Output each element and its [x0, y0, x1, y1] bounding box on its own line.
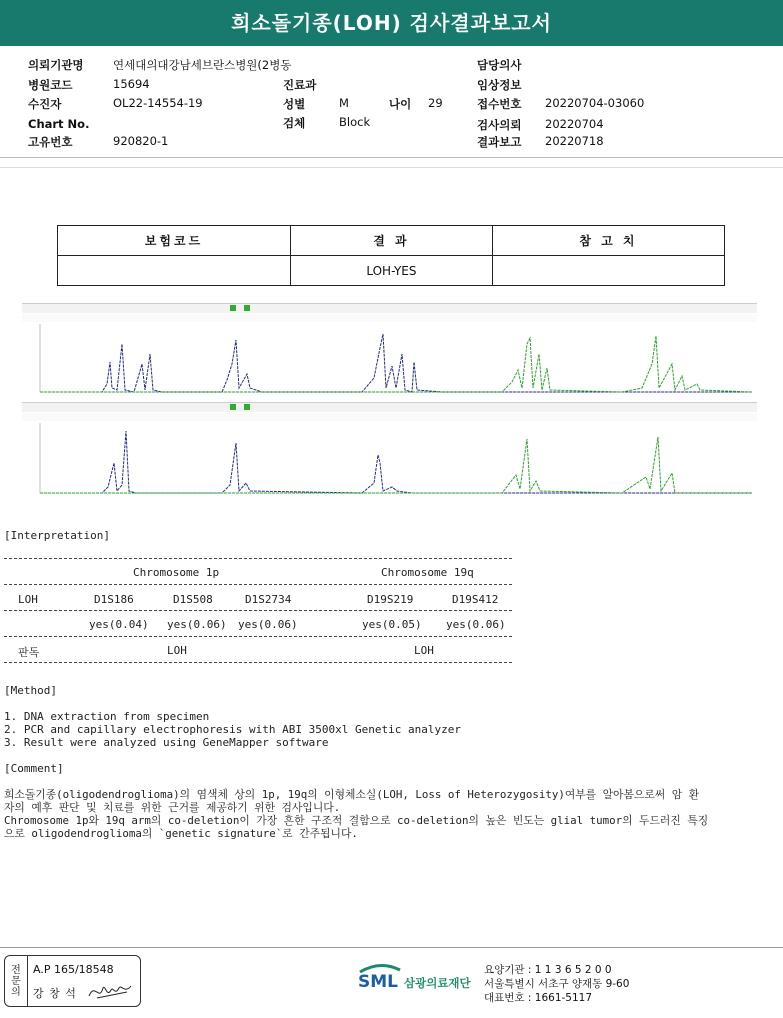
license-number: A.P 165/18548 — [33, 963, 114, 976]
clinical-label: 임상정보 — [477, 78, 522, 92]
specimen-label: 검체 — [283, 116, 306, 130]
judgement-19q: LOH — [414, 644, 434, 657]
table-header-row — [58, 226, 725, 256]
stamp-char-3: 의 — [11, 986, 21, 998]
value-d19s219: yes(0.05) — [362, 618, 422, 631]
chr19q-header: Chromosome 19q — [381, 566, 474, 579]
unique-no-label: 고유번호 — [28, 135, 73, 149]
receipt-label: 접수번호 — [477, 97, 522, 111]
stamp-char-2: 문 — [11, 975, 21, 987]
value-d1s508: yes(0.06) — [167, 618, 227, 631]
marker-d1s186: D1S186 — [94, 593, 134, 606]
interpretation-heading: [Interpretation] — [4, 529, 110, 542]
comment-heading: [Comment] — [4, 762, 64, 775]
footer-divider — [0, 947, 783, 948]
institution-label: 의뢰기관명 — [28, 58, 84, 72]
institution-value: 연세대의대강남세브란스병원(2병동 — [113, 58, 292, 72]
unique-no-value: 920820-1 — [113, 134, 169, 148]
table-row — [58, 256, 725, 286]
method-item-3: 3. Result were analyzed using GeneMapper software — [4, 736, 329, 749]
interp-rule-1 — [4, 558, 512, 559]
reference-header: 참 고 치 — [492, 226, 724, 256]
electropherogram-trace-2 — [22, 403, 757, 497]
interp-rule-2 — [4, 584, 512, 585]
care-code: 요양기관 : 1 1 3 6 5 2 0 0 — [484, 964, 612, 976]
header-divider — [0, 157, 783, 158]
interp-rule-5 — [4, 662, 512, 663]
electropherogram-panel-1 — [22, 303, 757, 398]
hospital-code-value: 15694 — [113, 77, 150, 91]
receipt-value: 20220704-03060 — [545, 96, 645, 110]
address: 서울특별시 서초구 양재동 9-60 — [484, 978, 630, 990]
hospital-code-label: 병원코드 — [28, 78, 73, 92]
request-value: 20220704 — [545, 117, 604, 131]
phone: 대표번호 : 1661-5117 — [484, 992, 593, 1004]
sml-logo-text: SML — [358, 972, 398, 992]
chr1p-header: Chromosome 1p — [133, 566, 220, 579]
age-value: 29 — [428, 96, 443, 110]
marker-d1s2734: D1S2734 — [245, 593, 292, 606]
comment-line-3: Chromosome 1p와 19q arm의 co-deletion이 가장 흔한 구조적 결함으로 co-deletion의 높은 빈도는 glial tumor의 두드러진 특징 — [4, 814, 709, 827]
signature-image — [87, 980, 135, 1002]
marker-d19s412: D19S412 — [452, 593, 499, 606]
age-label: 나이 — [389, 97, 412, 111]
report-title: 희소돌기종(LOH) 검사결과보고서 — [0, 0, 783, 46]
dept-label: 진료과 — [283, 78, 317, 92]
collector-value: OL22-14554-19 — [113, 96, 203, 110]
report-date-value: 20220718 — [545, 134, 604, 148]
value-d1s2734: yes(0.06) — [238, 618, 298, 631]
method-item-1: 1. DNA extraction from specimen — [4, 710, 210, 723]
specialist-stamp — [4, 955, 141, 1007]
electropherogram-panel-2 — [22, 402, 757, 497]
report-date-label: 결과보고 — [477, 135, 522, 149]
comment-line-2: 자의 예후 판단 및 치료를 위한 근거를 제공하기 위한 검사입니다. — [4, 801, 341, 814]
result-cell: LOH-YES — [291, 256, 493, 286]
insurance-code-table — [57, 225, 725, 286]
collector-label: 수진자 — [28, 97, 62, 111]
loh-row-label: LOH — [18, 593, 38, 606]
method-item-2: 2. PCR and capillary electrophoresis with ABI 3500xl Genetic analyzer — [4, 723, 461, 736]
value-d1s186: yes(0.04) — [89, 618, 149, 631]
reference-cell — [492, 256, 724, 286]
interp-rule-4 — [4, 636, 512, 637]
specimen-value: Block — [339, 115, 371, 129]
stamp-char-1: 전 — [11, 964, 21, 976]
doctor-name: 강 창 석 — [33, 987, 77, 1000]
method-heading: [Method] — [4, 684, 57, 697]
sex-value: M — [339, 96, 349, 110]
comment-line-4: 으로 oligodendroglioma의 `genetic signature`로 간주됩니다. — [4, 827, 358, 840]
result-header: 결 과 — [291, 226, 493, 256]
stamp-side-label — [5, 956, 28, 1006]
doctor-label: 담당의사 — [477, 58, 522, 72]
judgement-label: 판독 — [18, 646, 40, 659]
chart-no-label: Chart No. — [28, 117, 90, 131]
insurance-code-header: 보험코드 — [58, 226, 291, 256]
header-divider-2 — [0, 167, 783, 168]
request-label: 검사의뢰 — [477, 118, 522, 132]
interp-rule-3 — [4, 610, 512, 611]
sex-label: 성별 — [283, 97, 306, 111]
foundation-name: 삼광의료재단 — [404, 976, 471, 990]
marker-d1s508: D1S508 — [173, 593, 213, 606]
insurance-code-cell — [58, 256, 291, 286]
comment-line-1: 희소돌기종(oligodendroglioma)의 염색체 상의 1p, 19q의 이형체소실(LOH, Loss of Heterozygosity)여부를 알아봄으로써 암 환 — [4, 788, 700, 801]
judgement-1p: LOH — [167, 644, 187, 657]
sml-logo — [358, 962, 478, 996]
electropherogram-trace-1 — [22, 304, 757, 398]
marker-d19s219: D19S219 — [367, 593, 414, 606]
value-d19s412: yes(0.06) — [446, 618, 506, 631]
